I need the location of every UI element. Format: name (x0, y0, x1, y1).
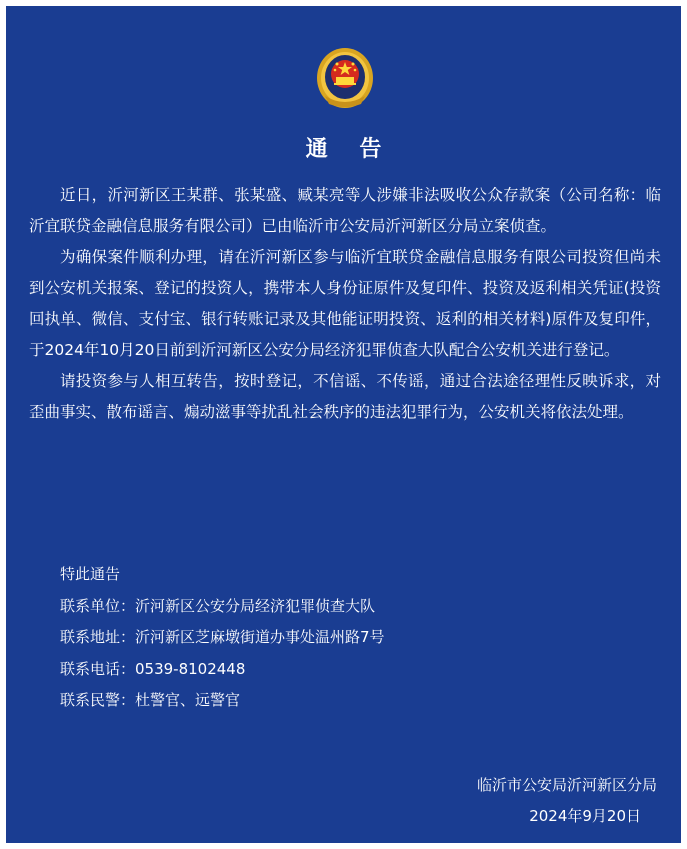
notice-panel (6, 6, 681, 843)
contact-unit: 联系单位：沂河新区公安分局经济犯罪侦查大队 (60, 596, 376, 615)
notice-body (29, 180, 661, 428)
paragraph-public-advice: 请投资参与人相互转告，按时登记，不信谣、不传谣，通过合法途径理性反映诉求，对歪曲事实、散布谣言、煽动滋事等扰乱社会秩序的违法犯罪行为，公安机关将依法处理。 (29, 372, 661, 421)
contact-phone: 联系电话：0539-8102448 (60, 659, 246, 678)
notice-title: 通 告 (305, 137, 394, 162)
signature-block (477, 770, 657, 832)
contact-address: 联系地址：沂河新区芝麻墩街道办事处温州路7号 (60, 628, 385, 646)
contact-section (60, 559, 385, 717)
police-emblem-icon (315, 44, 375, 110)
issuer-name: 临沂市公安局沂河新区分局 (476, 776, 657, 794)
paragraph-registration-request: 为确保案件顺利办理，请在沂河新区参与临沂宜联贷金融信息服务有限公司投资但尚未到公安机关报案、登记的投资人，携带本人身份证原件及复印件、投资及返利相关凭证(投资回执单、微信、支付宝、银行转账记录及其他能证明投资、返利的相关材料)原件及复印件，于2024年10月20日前到沂河新区公安分局经济犯罪侦查大队配合公安机关进行登记。 (29, 248, 661, 359)
paragraph-case-filing: 近日，沂河新区王某群、张某盛、臧某亮等人涉嫌非法吸收公众存款案（公司名称：临沂宜联贷金融信息服务有限公司）已由临沂市公安局沂河新区分局立案侦查。 (29, 186, 661, 235)
contact-officers: 联系民警：杜警官、远警官 (60, 691, 241, 709)
closing-line: 特此通告 (60, 565, 121, 583)
issue-date: 2024年9月20日 (529, 807, 641, 825)
